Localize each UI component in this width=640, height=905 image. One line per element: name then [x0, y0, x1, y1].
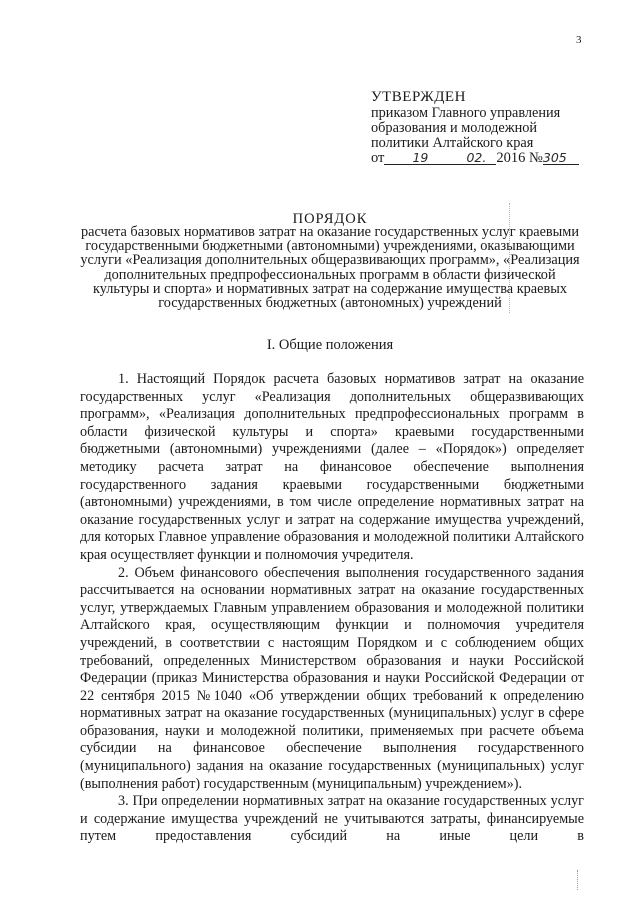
- approval-title: УТВЕРЖДЕН: [371, 89, 466, 105]
- document-subtitle: расчета базовых нормативов затрат на оказание государственных услуг краевыми государственными бюджетными (автономными) учреждениями, оказывающими услуги «Реализация дополнительных общеразвивающих программ», «Реализация дополнительных предпрофессиональных программ в области физической культуры и спорта» и нормативных затрат на содержание имущества краевых государственных бюджетных (автономных) учреждений: [80, 224, 580, 312]
- paragraph-2: 2. Объем финансового обеспечения выполнения государственного задания рассчитывается на основании нормативных затрат на оказание государственных услуг, утверждаемых Главным управлением образования и молодежной политики Алтайского края, осуществляющим функции и полномочия учредителя учреждений, в соответствии с настоящим Порядком и с соблюдением общих требований, определенных Министерством образования и науки Российской Федерации (приказ Министерства образования и науки Российской Федерации от 22 сентября 2015 №1040 «Об утверждении общих требований к определению нормативных затрат на оказание государственных (муниципальных) услуг в сфере образования, науки и молодежной политики, применяемых при расчете объема субсидии на финансовое обеспечение выполнения государственного (муниципального) задания на оказание государственных (муниципальных) услуг (выполнения работ) государственным (муниципальным) учреждением»).: [80, 564, 584, 792]
- section-title: I. Общие положения: [266, 337, 394, 353]
- approval-line-1: приказом Главного управления: [371, 105, 561, 121]
- approval-line-2: образования и молодежной: [371, 120, 538, 136]
- page-number: 3: [576, 34, 582, 46]
- paragraph-1: 1. Настоящий Порядок расчета базовых нормативов затрат на оказание государственных услуг «Реализация дополнительных общеразвивающих программ», «Реализация дополнительных предпрофессиональных программ в области физической культуры и спорта» краевыми государственными бюджетными (автономными) учреждениями (далее – «Порядок») определяет методику расчета затрат на финансовое обеспечение выполнения государственного задания краевыми государственными бюджетными (автономными) учреждениями, в том числе определение нормативных затрат на оказание государственных услуг и затрат на содержание имущества учреждений, для которых Главное управление образования и молодежной политики Алтайского края осуществляет функции и полномочия учредителя.: [80, 371, 584, 563]
- approval-line-3: политики Алтайского края: [371, 135, 534, 151]
- order-number: 305: [543, 152, 579, 165]
- order-day: 19: [384, 152, 456, 165]
- document-body: [80, 371, 584, 846]
- order-prefix: от: [371, 150, 385, 166]
- order-date-number: [371, 150, 579, 167]
- scan-mark-bottom: [577, 870, 583, 890]
- approval-block: [371, 90, 611, 151]
- order-month: 02.: [456, 152, 496, 165]
- order-year: 2016 №: [496, 150, 543, 166]
- document-heading: ПОРЯДОК: [292, 211, 368, 227]
- paragraph-3: 3. При определении нормативных затрат на оказание государственных услуг и содержание имущества учреждений не учитываются затраты, финансируемые путем предоставления субсидий на иные цели в: [80, 793, 584, 845]
